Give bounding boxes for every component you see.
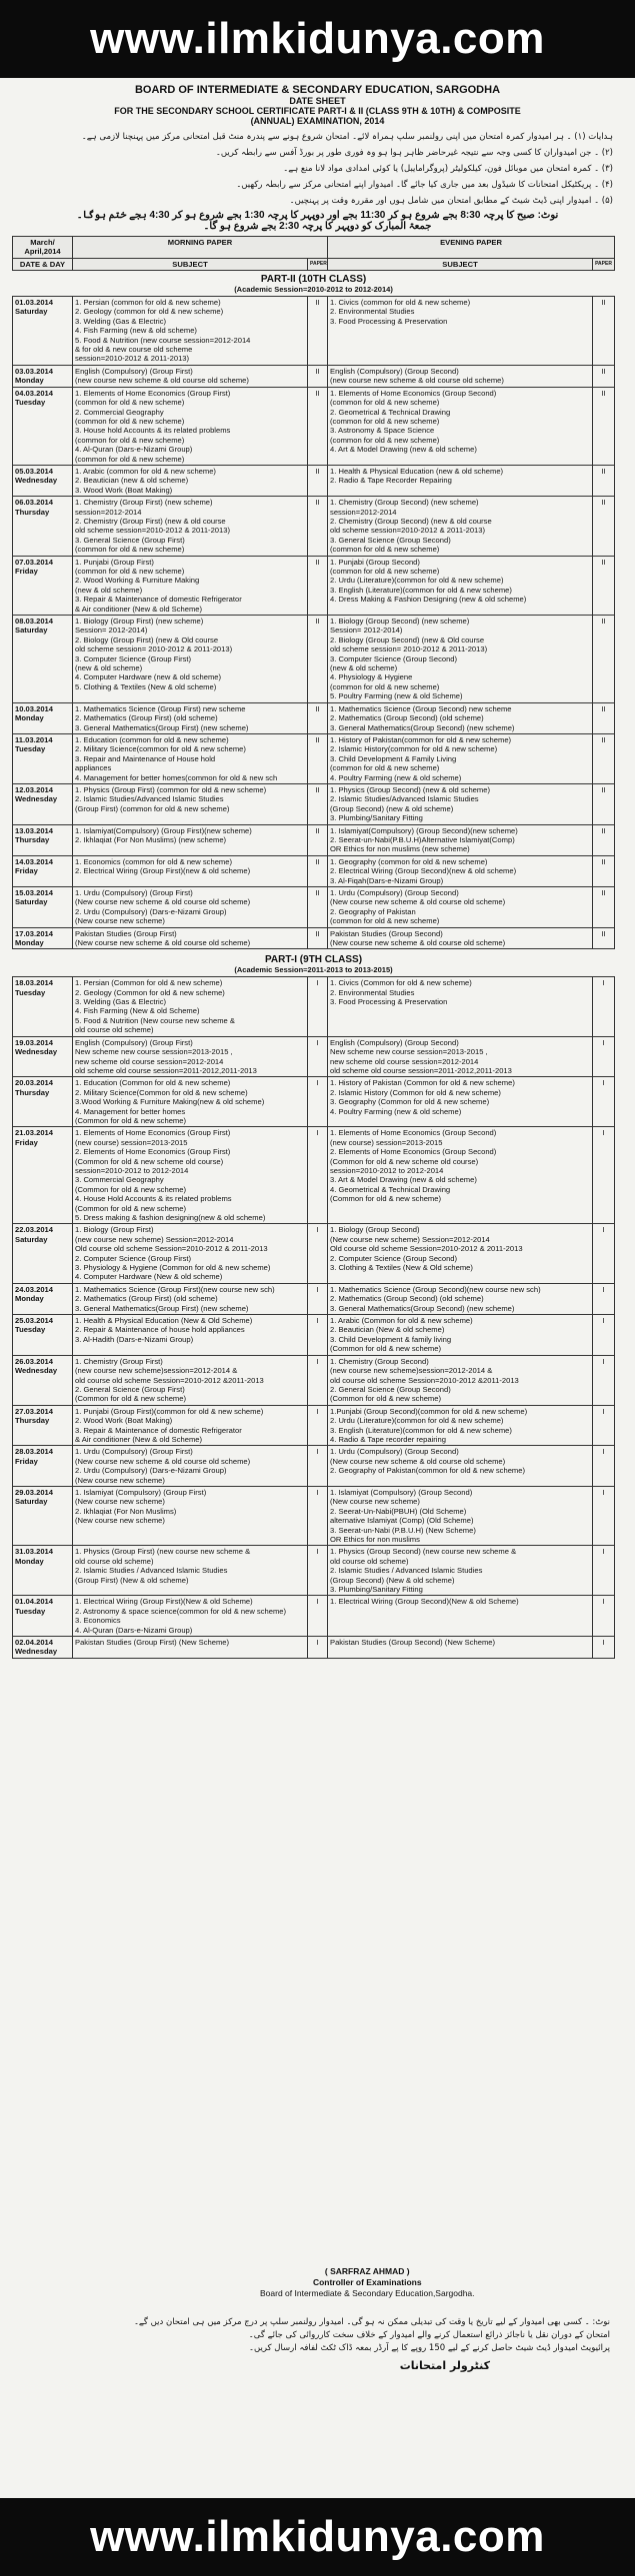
date-cell: 14.03.2014 Friday [13,855,73,886]
date-cell: 02.04.2014 Wednesday [13,1637,73,1659]
evening-paper-cell: II [593,616,615,703]
evening-subject-cell: English (Compulsory) (Group Second) New scheme new course session=2013-2015 , new scheme old course session=2012-2014 old scheme old course session=2011-2012,2011-2013 [328,1036,593,1077]
date-cell: 11.03.2014 Tuesday [13,733,73,783]
date-cell: 10.03.2014 Monday [13,702,73,733]
date-cell: 17.03.2014 Monday [13,927,73,949]
morning-subject-cell: 1. Education (Common for old & new scheme) 2. Military Science(Common for old & new scheme) 3.Wood Working & Furniture Making(new & old scheme) 4. Management for better homes (Common for old & new scheme) [73,1077,308,1127]
morning-paper-cell: II [308,497,328,556]
evening-subject-cell: 1. Geography (common for old & new scheme) 2. Electrical Wiring (Group Second)(new & old scheme) 3. Al-Fiqah(Dars-e-Nizami Group) [328,855,593,886]
morning-subject-cell: 1. Urdu (Compulsory) (Group First) (New course new scheme & old course old scheme) 2. Urdu (Compulsory) (Dars-e-Nizami Group) (New course new scheme) [73,1446,308,1487]
site-banner-bottom[interactable] [0,2498,635,2576]
part2-table [12,236,615,949]
morning-paper-cell: I [308,1127,328,1224]
evening-subject-cell: 1. Chemistry (Group Second) (new course new scheme)session=2012-2014 & old course old scheme Session=2010-2012 &2011-2013 2. General Science (Group Second) (Common for old & new scheme) [328,1355,593,1405]
morning-paper-cell: II [308,855,328,886]
evening-subject-cell: English (Compulsory) (Group Second) (new course new scheme & old course old scheme) [328,365,593,387]
morning-paper-cell: I [308,1315,328,1356]
date-cell: 03.03.2014 Monday [13,365,73,387]
schedule-row [13,1315,615,1356]
morning-subject-cell: 1. Persian (common for old & new scheme) 2. Geology (common for old & new scheme) 3. Welding (Gas & Electric) 4. Fish Farming (new & old scheme) 5. Food & Nutrition (new course session=2012-2014 & for old & new course old scheme session=2010-2012 & 2011-2013) [73,297,308,366]
evening-subject-cell: 1. Urdu (Compulsory) (Group Second) (New course new scheme & old course old scheme) 2. Geography of Pakistan(common for old & new scheme) [328,1446,593,1487]
morning-subject-cell: Pakistan Studies (Group First) (New course new scheme & old course old scheme) [73,927,308,949]
morning-paper-cell: II [308,887,328,928]
instruction-item: (۲) ۔ جن امیدواران کا کسی وجہ سے نتیجہ غیرحاضر ظاہر ہوا ہو وہ فوری طور پر بورڈ آفس سے رابطہ کریں۔ [215,148,613,158]
evening-subject-cell: Pakistan Studies (Group Second) (New course new scheme & old course old scheme) [328,927,593,949]
schedule-row [13,702,615,733]
morning-subject-cell: 1. Biology (Group First) (new course new scheme) Session=2012-2014 Old course old scheme Session=2010-2012 & 2011-2013 2. Computer Science (Group First) 3. Physiology & Hygiene (Common for old & new scheme) 4. Computer Hardware (New & old scheme) [73,1224,308,1283]
date-sheet-document [0,78,635,2498]
date-cell: 12.03.2014 Wednesday [13,783,73,824]
schedule-row [13,1637,615,1659]
instruction-item: ہدایات (۱) ۔ ہر امیدوار کمرہ امتحان میں اپنی رولنمبر سلپ ہمراہ لائے۔ امتحان شروع ہونے سے پندرہ منٹ قبل امتحانی مرکز میں پہنچنا لازمی ہے۔ [81,132,613,142]
morning-subject-cell: 1. Islamiyat (Compulsory) (Group First) (New course new scheme) 2. Ikhlaqiat (For Non Muslims) (New course new scheme) [73,1486,308,1545]
evening-paper-cell: II [593,824,615,855]
friday-note: جمعۃ المبارک کو دوپہر کا پرچہ 2:30 بجے شروع ہو گا۔ [203,221,432,232]
morning-header: MORNING PAPER [73,237,328,259]
evening-paper-cell: II [593,297,615,366]
evening-paper-cell: II [593,556,615,615]
evening-subject-cell: Pakistan Studies (Group Second) (New Scheme) [328,1637,593,1659]
schedule-row [13,497,615,556]
date-cell: 29.03.2014 Saturday [13,1486,73,1545]
schedule-row [13,783,615,824]
morning-paper-cell: II [308,297,328,366]
date-cell: 25.03.2014 Tuesday [13,1315,73,1356]
evening-subject-cell: 1. Biology (Group Second) (New course new scheme) Session=2012-2014 Old course old scheme Session=2010-2012 & 2011-2013 2. Computer Science (Group Second) 3. Clothing & Textiles (New & Old scheme) [328,1224,593,1283]
morning-subject-cell: English (Compulsory) (Group First) New scheme new course session=2013-2015 , new scheme old course session=2012-2014 old scheme old course session=2011-2012,2011-2013 [73,1036,308,1077]
evening-paper-cell: I [593,1405,615,1446]
date-cell: 31.03.2014 Monday [13,1546,73,1596]
date-cell: 28.03.2014 Friday [13,1446,73,1487]
evening-paper-cell: I [593,1546,615,1596]
evening-subject-cell: 1. Arabic (Common for old & new scheme) 2. Beautician (New & old scheme) 3. Child Development & family living (Common for old & new scheme) [328,1315,593,1356]
date-cell: 01.03.2014 Saturday [13,297,73,366]
evening-paper-cell: I [593,977,615,1036]
board-name: BOARD OF INTERMEDIATE & SECONDARY EDUCATION, SARGODHA [134,84,501,96]
schedule-row [13,365,615,387]
evening-subject-cell: 1. Elements of Home Economics (Group Second) (new course) session=2013-2015 2. Elements of Home Economics (Group Second) (Common for old & new scheme old course) session=2010-2012 to 2012-2014 3. Art & Model Drawing (new & old scheme) 4. Geometrical & Technical Drawing (Common for old & new scheme) [328,1127,593,1224]
date-cell: 13.03.2014 Thursday [13,824,73,855]
part1-title-cell [13,951,615,976]
evening-paper-cell: I [593,1315,615,1356]
subject-header: SUBJECT [328,258,593,270]
evening-paper-cell: I [593,1596,615,1637]
schedule-row [13,556,615,615]
document-header [0,78,635,126]
date-cell: 07.03.2014 Friday [13,556,73,615]
schedule-row [13,1077,615,1127]
schedule-row [13,1405,615,1446]
schedule-row [13,465,615,496]
date-cell: 18.03.2014 Tuesday [13,977,73,1036]
signature-block [260,2266,475,2299]
signature-name: ( SARFRAZ AHMAD ) [324,2266,410,2276]
instruction-item: (۳) ۔ کمرہ امتحان میں موبائل فون، کیلکولیٹر (پروگرامایبل) یا کوئی امدادی مواد لانا منع ہے۔ [283,164,613,174]
evening-paper-cell: II [593,887,615,928]
evening-subject-cell: 1. Mathematics Science (Group Second)(new course new sch) 2. Mathematics (Group Second) (old scheme) 3. General Mathematics(Group Second) (new scheme) [328,1283,593,1314]
morning-subject-cell: 1. Mathematics Science (Group First)(new course new sch) 2. Mathematics (Group First) (old scheme) 3. General Mathematics(Group First) (new scheme) [73,1283,308,1314]
evening-subject-cell: 1. Biology (Group Second) (new scheme) Session= 2012-2014) 2. Biology (Group Second) (new & Old course old scheme session= 2010-2012 & 2011-2013) 3. Computer Science (Group Second) (new & old scheme) 4. Physiology & Hygiene (common for old & new scheme) 5. Poultry Farming (new & old Scheme) [328,616,593,703]
date-cell: 04.03.2014 Tuesday [13,387,73,465]
document-subtitle: FOR THE SECONDARY SCHOOL CERTIFICATE PART-I & II (CLASS 9TH & 10TH) & COMPOSITE [114,106,521,116]
morning-subject-cell: English (Compulsory) (Group First) (new course new scheme & old course old scheme) [73,365,308,387]
evening-subject-cell: 1. Civics (Common for old & new scheme) 2. Environmental Studies 3. Food Processing & Preservation [328,977,593,1036]
date-cell: 27.03.2014 Thursday [13,1405,73,1446]
morning-paper-cell: I [308,1405,328,1446]
evening-paper-cell: I [593,1486,615,1545]
schedule-row [13,1486,615,1545]
evening-subject-cell: 1. Islamiyat(Compulsory) (Group Second)(new scheme) 2. Seerat-un-Nabi(P.B.U.H)Alternative Islamiyat(Comp) OR Ethics for non muslims (new scheme) [328,824,593,855]
morning-paper-cell: II [308,465,328,496]
schedule-row [13,1546,615,1596]
evening-subject-cell: 1.Punjabi (Group Second)(common for old & new scheme) 2. Urdu (Literature)(common for old & new scheme) 3. English (Literature)(common for old & new scheme) 4. Radio & Tape recorder repairing [328,1405,593,1446]
evening-subject-cell: 1. Chemistry (Group Second) (new scheme) session=2012-2014 2. Chemistry (Group Second) (new & old course old scheme session=2010-2012 & 2011-2013) 3. General Science (Group Second) (common for old & new scheme) [328,497,593,556]
evening-subject-cell: 1. Mathematics Science (Group Second) new scheme 2. Mathematics (Group Second) (old scheme) 3. General Mathematics(Group Second) (new scheme) [328,702,593,733]
morning-paper-cell: II [308,927,328,949]
evening-paper-cell: II [593,497,615,556]
evening-subject-cell: 1. Physics (Group Second) (new course new scheme & old course old scheme) 2. Islamic Studies / Advanced Islamic Studies (Group Second) (New & old scheme) 3. Plumbing/Sanitary Fitting [328,1546,593,1596]
evening-subject-cell: 1. History of Pakistan(common for old & new scheme) 2. Islamic History(common for old & new scheme) 3. Child Development & Family Living (common for old & new scheme) 4. Poultry Farming (new & old scheme) [328,733,593,783]
morning-paper-cell: II [308,702,328,733]
morning-subject-cell: 1. Elements of Home Economics (Group First) (new course) session=2013-2015 2. Elements of Home Economics (Group First) (Common for old & new scheme old course) session=2010-2012 to 2012-2014 3. Commercial Geography (Common for old & new scheme) 4. House Hold Accounts & its related problems (Common for old & new scheme) 5. Dress making & fashion designing(new & old scheme) [73,1127,308,1224]
morning-subject-cell: 1. Biology (Group First) (new scheme) Session= 2012-2014) 2. Biology (Group First) (new & Old course old scheme session= 2010-2012 & 2011-2013) 3. Computer Science (Group First) (new & old scheme) 4. Computer Hardware (new & old scheme) 5. Clothing & Textiles (New & old scheme) [73,616,308,703]
morning-paper-cell: II [308,556,328,615]
morning-subject-cell: 1. Arabic (common for old & new scheme) 2. Beautician (new & old scheme) 3. Wood Work (Boat Making) [73,465,308,496]
evening-paper-cell: II [593,855,615,886]
date-cell: 21.03.2014 Friday [13,1127,73,1224]
instructions [0,130,635,208]
morning-subject-cell: 1. Economics (common for old & new scheme) 2. Electrical Wiring (Group First)(new & old scheme) [73,855,308,886]
morning-paper-cell: I [308,1546,328,1596]
signature-board: Board of Intermediate & Secondary Education,Sargodha. [260,2288,475,2298]
date-cell: 05.03.2014 Wednesday [13,465,73,496]
schedule-row [13,616,615,703]
morning-subject-cell: 1. Persian (Common for old & new scheme) 2. Geology (Common for old & new scheme) 3. Welding (Gas & Electric) 4. Fish Farming (New & old Scheme) 5. Food & Nutrition (New course new scheme & old course old scheme) [73,977,308,1036]
evening-paper-cell: II [593,465,615,496]
evening-paper-cell: II [593,927,615,949]
morning-subject-cell: 1. Electrical Wiring (Group First)(New & old Scheme) 2. Astronomy & space science(common for old & new scheme) 3. Economics 4. Al-Quran (Dars-e-Nizami Group) [73,1596,308,1637]
part2-title-cell [13,271,615,297]
schedule-row [13,297,615,366]
evening-paper-cell: I [593,1446,615,1487]
schedule-row [13,733,615,783]
schedule-row [13,1446,615,1487]
evening-paper-cell: II [593,783,615,824]
schedule-row [13,824,615,855]
morning-paper-cell: I [308,1224,328,1283]
morning-paper-cell: I [308,1036,328,1077]
morning-paper-cell: II [308,616,328,703]
schedule-row [13,855,615,886]
morning-subject-cell: 1. Physics (Group First) (new course new scheme & old course old scheme) 2. Islamic Studies / Advanced Islamic Studies (Group First) (New & old scheme) [73,1546,308,1596]
morning-paper-cell: II [308,365,328,387]
part2-session: (Academic Session=2010-2012 to 2012-2014) [234,284,393,294]
instruction-item: (۴) ۔ پریکٹیکل امتحانات کا شیڈول بعد میں جاری کیا جائے گا۔ امیدوار اپنے امتحانی مرکز سے رابطہ رکھیں۔ [236,180,613,190]
evening-subject-cell: 1. Islamiyat (Compulsory) (Group Second) (New course new scheme) 2. Seerat-Un-Nabi(PBUH) (Old Scheme) alternative Islamiyat (Comp) (Old Scheme) 3. Seerat-un-Nabi (P.B.U.H) (New Scheme) OR Ethics for non muslims [328,1486,593,1545]
part1-session: (Academic Session=2011-2013 to 2013-2015) [234,964,393,974]
morning-paper-cell: I [308,1446,328,1487]
evening-subject-cell: 1. Electrical Wiring (Group Second)(New & old Scheme) [328,1596,593,1637]
evening-paper-cell: I [593,1077,615,1127]
morning-subject-cell: 1. Chemistry (Group First) (new course new scheme)session=2012-2014 & old course old scheme Session=2010-2012 &2011-2013 2. General Science (Group First) (Common for old & new scheme) [73,1355,308,1405]
evening-paper-cell: I [593,1224,615,1283]
morning-subject-cell: 1. Urdu (Compulsory) (Group First) (New course new scheme & old course old scheme) 2. Urdu (Compulsory) (Dars-e-Nizami Group) (New course new scheme) [73,887,308,928]
morning-paper-cell: I [308,977,328,1036]
evening-paper-cell: I [593,1036,615,1077]
morning-subject-cell: 1. Elements of Home Economics (Group First) (common for old & new scheme) 2. Commercial Geography (common for old & new scheme) 3. House hold Accounts & its related problems (common for old & new scheme) 4. Al-Quran (Dars-e-Nizami Group) (common for old & new scheme) [73,387,308,465]
evening-paper-cell: I [593,1283,615,1314]
date-cell: 01.04.2014 Tuesday [13,1596,73,1637]
morning-paper-cell: II [308,824,328,855]
morning-paper-cell: I [308,1596,328,1637]
part1-table [12,951,615,1658]
morning-paper-cell: II [308,387,328,465]
signature-title: Controller of Examinations [312,2277,422,2287]
document-title: DATE SHEET [289,96,346,106]
footer-note: امتحان کے دوران نقل یا ناجائز ذرائع استعمال کرنے والے امیدوار کے خلاف سخت کارروائی کی جائے گی۔ [248,2330,610,2340]
evening-paper-cell: II [593,387,615,465]
date-cell: 24.03.2014 Monday [13,1283,73,1314]
morning-subject-cell: 1. Education (common for old & new scheme) 2. Military Science(common for old & new scheme) 3. Repair and Maintenance of House hold appliances 4. Management for better homes(common for old & new sch [73,733,308,783]
morning-paper-cell: II [308,783,328,824]
morning-paper-cell: I [308,1077,328,1127]
date-cell: 22.03.2014 Saturday [13,1224,73,1283]
subject-header: SUBJECT [73,258,308,270]
evening-subject-cell: 1. Punjabi (Group Second) (common for old & new scheme) 2. Urdu (Literature)(common for old & new scheme) 3. English (Literature)(common for old & new scheme) 4. Dress Making & Fashion Designing (new & old scheme) [328,556,593,615]
instruction-item: (۵) ۔ امیدوار اپنی ڈیٹ شیٹ کے مطابق امتحان میں شامل ہوں اور مقررہ وقت پر پہنچیں۔ [289,196,613,206]
morning-subject-cell: 1. Mathematics Science (Group First) new scheme 2. Mathematics (Group First) (old scheme) 3. General Mathematics(Group First) (new scheme) [73,702,308,733]
footer-notes [20,2316,610,2372]
footer-note: پرائیویٹ امیدوار ڈیٹ شیٹ حاصل کرنے کے لیے 150 روپے کا پے آرڈر بمعہ ڈاک ٹکٹ لفافہ ارسال کریں۔ [249,2343,610,2353]
evening-paper-cell: I [593,1355,615,1405]
schedule-row [13,1355,615,1405]
evening-subject-cell: 1. Civics (common for old & new scheme) 2. Environmental Studies 3. Food Processing & Preservation [328,297,593,366]
morning-paper-cell: II [308,733,328,783]
schedule-row [13,1036,615,1077]
date-cell: 08.03.2014 Saturday [13,616,73,703]
morning-paper-cell: I [308,1486,328,1545]
morning-subject-cell: 1. Punjabi (Group First) (common for old & new scheme) 2. Wood Working & Furniture Making (new & old scheme) 3. Repair & Maintenance of domestic Refrigerator & Air conditioner (New & old Scheme) [73,556,308,615]
evening-paper-cell: II [593,365,615,387]
schedule-row [13,1127,615,1224]
schedule-row [13,387,615,465]
evening-subject-cell: 1. Health & Physical Education (new & old scheme) 2. Radio & Tape Recorder Repairing [328,465,593,496]
schedule-row [13,1224,615,1283]
morning-paper-cell: I [308,1637,328,1659]
morning-subject-cell: 1. Chemistry (Group First) (new scheme) session=2012-2014 2. Chemistry (Group First) (new & old course old scheme session=2010-2012 & 2011-2013) 3. General Science (Group First) (common for old & new scheme) [73,497,308,556]
morning-subject-cell: 1. Islamiyat(Compulsory) (Group First)(new scheme) 2. Ikhlaqiat (For Non Muslims) (new scheme) [73,824,308,855]
footer-note: نوٹ: ۔ کسی بھی امیدوار کے لیے تاریخ یا وقت کی تبدیلی ممکن نہ ہو گی۔ امیدوار رولنمبر سلپ پر درج مرکز میں ہی امتحان دیں گے۔ [133,2317,610,2327]
schedule-row [13,1283,615,1314]
date-cell: 26.03.2014 Wednesday [13,1355,73,1405]
evening-subject-cell: 1. Physics (Group Second) (new & old scheme) 2. Islamic Studies/Advanced Islamic Studies (Group Second) (new & old scheme) 3. Plumbing/Sanitary Fitting [328,783,593,824]
date-header: March/ April,2014 [13,237,73,259]
site-banner-top[interactable] [0,0,635,78]
morning-paper-cell: I [308,1355,328,1405]
evening-paper-cell: II [593,733,615,783]
evening-paper-cell: I [593,1637,615,1659]
schedule-row [13,977,615,1036]
exam-name: (ANNUAL) EXAMINATION, 2014 [250,116,385,126]
part1-title: PART-I (9TH CLASS) [264,954,363,966]
date-cell: 06.03.2014 Thursday [13,497,73,556]
date-cell: 15.03.2014 Saturday [13,887,73,928]
evening-subject-cell: 1. Elements of Home Economics (Group Second) (common for old & new scheme) 2. Geometrical & Technical Drawing (common for old & new scheme) 3. Astronomy & Space Science (common for old & new scheme) 4. Art & Model Drawing (new & old scheme) [328,387,593,465]
date-day-header: DATE & DAY [13,258,73,270]
part2-title: PART-II (10TH CLASS) [260,274,367,286]
morning-subject-cell: 1. Physics (Group First) (common for old & new scheme) 2. Islamic Studies/Advanced Islamic Studies (Group First) (common for old & new scheme) [73,783,308,824]
evening-header: EVENING PAPER [328,237,615,259]
evening-subject-cell: 1. History of Pakistan (Common for old & new scheme) 2. Islamic History (Common for old & new scheme) 3. Geography (Common for old & new scheme) 4. Poultry Farming (new & old scheme) [328,1077,593,1127]
schedule-row [13,887,615,928]
footer-signature: کنٹرولر امتحانات [399,2359,490,2372]
schedule-row [13,1596,615,1637]
timing-note: نوٹ: صبح کا پرچہ 8:30 بجے شروع ہو کر 11:30 بجے اور دوپہر کا پرچہ 1:30 بجے شروع ہو کر 4:30 بجے ختم ہوگا۔ [76,210,559,221]
morning-paper-cell: I [308,1283,328,1314]
morning-subject-cell: 1. Health & Physical Education (New & Old Scheme) 2. Repair & Maintenance of house hold appliances 3. Al-Hadith (Dars-e-Nizami Group) [73,1315,308,1356]
schedule-row [13,927,615,949]
morning-subject-cell: Pakistan Studies (Group First) (New Scheme) [73,1637,308,1659]
paper-header: PAPER [308,258,328,270]
evening-subject-cell: 1. Urdu (Compulsory) (Group Second) (New course new scheme & old course old scheme) 2. Geography of Pakistan (common for old & new scheme) [328,887,593,928]
paper-header: PAPER [593,258,615,270]
evening-paper-cell: I [593,1127,615,1224]
morning-subject-cell: 1. Punjabi (Group First)(common for old & new scheme) 2. Wood Work (Boat Making) 3. Repair & Maintenance of domestic Refrigerator & Air conditioner (New & old Scheme) [73,1405,308,1446]
banner-text: www.ilmkidunya.com [90,14,545,63]
banner-text: www.ilmkidunya.com [90,2512,545,2561]
evening-paper-cell: II [593,702,615,733]
date-cell: 19.03.2014 Wednesday [13,1036,73,1077]
date-cell: 20.03.2014 Thursday [13,1077,73,1127]
